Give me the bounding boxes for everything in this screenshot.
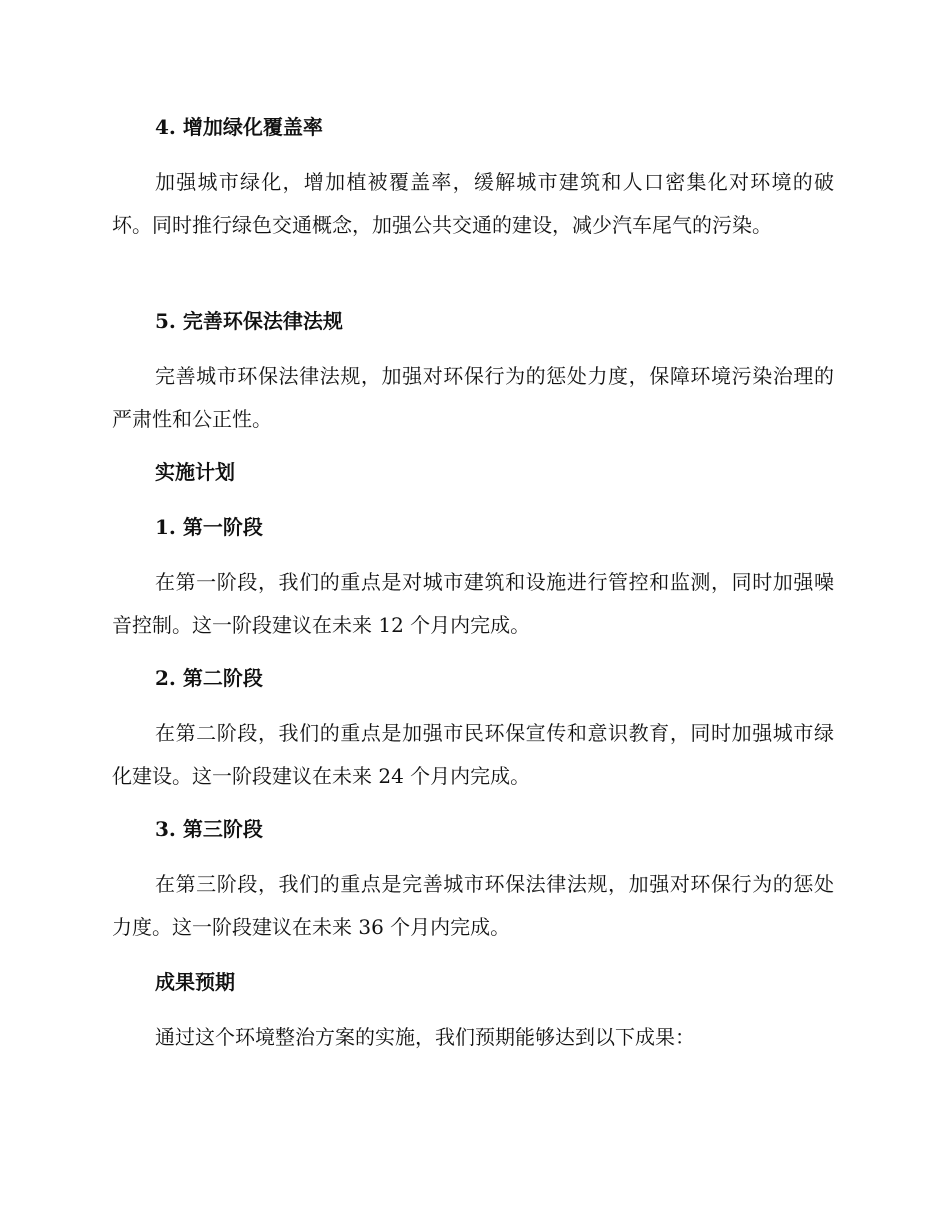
heading-environmental-law: 5. 完善环保法律法规 xyxy=(155,309,343,333)
paragraph-environmental-law: 完善城市环保法律法规，加强对环保行为的惩处力度，保障环境污染治理的严肃性和公正性。 xyxy=(112,364,834,431)
heading-phase-two: 2. 第二阶段 xyxy=(155,666,263,690)
heading-increase-greening: 4. 增加绿化覆盖率 xyxy=(155,115,323,139)
paragraph-greening: 加强城市绿化，增加植被覆盖率，缓解城市建筑和人口密集化对环境的破坏。同时推行绿色交通概念，加强公共交通的建设，减少汽车尾气的污染。 xyxy=(112,170,834,237)
paragraph-phase-three: 在第三阶段，我们的重点是完善城市环保法律法规，加强对环保行为的惩处力度。这一阶段建议在未来 36 个月内完成。 xyxy=(112,872,834,939)
heading-expected-results: 成果预期 xyxy=(155,970,235,994)
paragraph-phase-one: 在第一阶段，我们的重点是对城市建筑和设施进行管控和监测，同时加强噪音控制。这一阶段建议在未来 12 个月内完成。 xyxy=(112,570,834,637)
heading-phase-three: 3. 第三阶段 xyxy=(155,817,263,841)
paragraph-expected-results: 通过这个环境整治方案的实施，我们预期能够达到以下成果： xyxy=(155,1025,695,1049)
heading-phase-one: 1. 第一阶段 xyxy=(155,515,263,539)
paragraph-phase-two: 在第二阶段，我们的重点是加强市民环保宣传和意识教育，同时加强城市绿化建设。这一阶段建议在未来 24 个月内完成。 xyxy=(112,721,834,788)
heading-implementation-plan: 实施计划 xyxy=(155,460,235,484)
